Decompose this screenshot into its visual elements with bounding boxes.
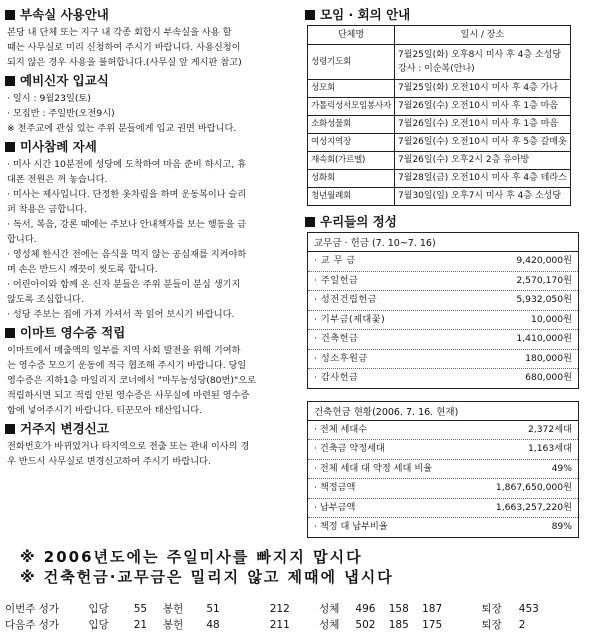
section-title	[305, 214, 589, 230]
stat-value: 185	[388, 619, 409, 631]
offering-row	[308, 291, 578, 311]
row-value: 680,000원	[525, 372, 572, 383]
row-value: 49%	[551, 462, 572, 474]
org-cell: 청년월례회	[308, 188, 395, 206]
text-line: · 영성체 한시간 전에는 음식을 먹지 않는 공심재를 지켜야하	[7, 249, 247, 260]
row-label: · 책정금액	[314, 482, 356, 493]
text-line: 적립하시면 되고 적립 안된 영수증은 사무실에 마련된 영수증	[7, 390, 250, 401]
banner-line-2: ※ 건축헌금·교무금은 밀리지 않고 제때에 냅시다	[20, 568, 394, 586]
title-text: 미사참례 자세	[20, 139, 97, 154]
square-bullet-icon	[5, 10, 15, 20]
fund-row	[308, 460, 578, 480]
row-label: · 전체 세대 대 약정 세대 비율	[314, 462, 433, 474]
stat-label: 이번주 성가	[5, 603, 60, 615]
offering-row	[308, 330, 578, 350]
text-line: · 미사 시간 10분전에 성당에 도착하여 마음 준비 하시고, 휴	[7, 159, 247, 170]
text-line: 함에 넣어주시기 바랍니다. 티꾼모아 태산입니다.	[7, 405, 203, 416]
row-label: · 납부금액	[314, 501, 356, 513]
org-cell: 가톨릭성서모임봉사자	[308, 98, 395, 116]
stat-label: 봉헌	[163, 603, 184, 615]
table-header-row	[308, 26, 571, 45]
row-label: · 주일헌금	[314, 274, 359, 286]
section-title	[5, 139, 300, 155]
section-title	[5, 421, 300, 437]
text-line: · 일시 : 9월23일(토)	[7, 93, 91, 104]
row-label: · 건축금 약정세대	[314, 443, 385, 454]
title-text: 이마트 영수증 적립	[20, 325, 126, 340]
org-cell: 성모회	[308, 80, 395, 98]
row-value: 10,000원	[530, 313, 572, 325]
org-cell: 여성지역장	[308, 134, 395, 152]
text-line: 되지 않은 경우 사용을 불허합니다.(사무실 앞 게시판 참고)	[7, 57, 242, 68]
section-mass-attitude	[5, 139, 300, 322]
row-value: 5,932,050원	[516, 294, 572, 305]
text-line: · 성당 주보는 집에 가져 가셔서 꼭 읽어 보시기 바랍니다.	[7, 309, 235, 320]
stat-label: 성체	[319, 603, 340, 615]
meeting-schedule-table	[307, 25, 571, 206]
text-line: 본당 내 단체 또는 지구 내 각종 회합시 부속실을 사용 할	[7, 27, 232, 38]
offering-row	[308, 272, 578, 292]
row-value: 89%	[551, 521, 572, 532]
paragraph	[5, 25, 300, 70]
stat-value: 2	[518, 619, 526, 631]
square-bullet-icon	[5, 142, 15, 152]
row-label: · 교 무 금	[314, 255, 356, 266]
org-cell: 성령기도회	[308, 45, 395, 80]
offering-row	[308, 311, 578, 331]
info-cell: 7월26일(수) 오후2시 2층 유아방	[395, 152, 571, 170]
fund-row	[308, 518, 578, 537]
stat-value: 55	[133, 603, 148, 615]
title-text: 거주지 변경신고	[20, 421, 109, 436]
paragraph	[5, 343, 300, 418]
table-row	[308, 170, 571, 188]
stat-value: 187	[422, 603, 443, 615]
stat-value: 48	[206, 619, 220, 631]
stat-label: 다음주 성가	[5, 619, 60, 631]
table-row	[308, 98, 571, 116]
row-label: · 전체 세대수	[314, 423, 368, 435]
stat-value: 211	[269, 619, 290, 631]
row-value: 1,663,257,220원	[495, 501, 572, 513]
table-row	[308, 188, 571, 206]
row-value: 1,163세대	[527, 443, 572, 454]
row-label: · 건축헌금	[314, 333, 359, 344]
text-line: 전화번호가 바뀌었거나 타지역으로 전출 또는 관내 이사의 경	[7, 441, 250, 452]
title-text: 예비신자 입교식	[20, 73, 109, 88]
text-line: · 어린아이와 함께 온 신자 분들은 주위 분들이 분심 생기지	[7, 279, 241, 290]
row-value: 1,410,000원	[516, 333, 572, 344]
square-bullet-icon	[305, 217, 315, 227]
stat-value: 502	[355, 619, 376, 631]
offering-row	[308, 350, 578, 370]
title-text: 우리들의 정성	[320, 214, 397, 229]
paragraph	[5, 439, 300, 469]
section-title	[5, 7, 300, 23]
box-header: 건축헌금 현황(2006. 7. 16. 현재)	[308, 402, 578, 421]
text-line: 대폰 전원은 꺼 놓습니다.	[7, 174, 108, 185]
text-line: 않도록 조심합니다.	[7, 294, 84, 305]
text-line: · 미사는 제사입니다. 단정한 옷차림을 하며 운동복이나 슬리	[7, 189, 247, 200]
section-title	[305, 7, 589, 23]
stat-label: 퇴장	[481, 603, 502, 615]
row-label: · 책정 대 납부비율	[314, 521, 388, 532]
hymn-row-this-week	[5, 601, 539, 616]
info-cell: 7월26일(수) 오전10시 미사 후 5층 갈매옷	[395, 134, 571, 152]
stat-value: 51	[206, 603, 220, 615]
org-cell: 성화회	[308, 170, 395, 188]
section-catechumen	[5, 73, 300, 136]
row-value: 2,372세대	[527, 423, 572, 435]
fund-row	[308, 479, 578, 499]
stat-label: 봉헌	[163, 619, 184, 631]
title-text: 부속실 사용안내	[20, 7, 109, 22]
building-fund-box	[307, 401, 579, 538]
info-cell	[395, 45, 571, 80]
text-line: ※ 천주교에 관심 있는 주위 분들에게 입교 권면 바랍니다.	[7, 123, 237, 134]
text-line: 며 손은 반드시 깨끗이 씻도록 합니다.	[7, 264, 158, 275]
text-line: 때는 사무실로 미리 신청하여 주시기 바랍니다. 사용신청이	[7, 42, 241, 53]
square-bullet-icon	[5, 328, 15, 338]
stat-label: 퇴장	[481, 619, 502, 631]
square-bullet-icon	[5, 424, 15, 434]
section-emart-receipt	[5, 325, 300, 418]
row-value: 1,867,650,000원	[495, 482, 572, 493]
text-line: 이마트에서 매출액의 일부를 지역 사회 발전을 위해 기여하	[7, 345, 241, 356]
stat-value: 453	[518, 603, 539, 615]
stat-value: 175	[422, 619, 443, 631]
row-label: · 성소후원금	[314, 352, 368, 364]
table-row	[308, 152, 571, 170]
info-line: 강사 : 이순복(안나)	[398, 64, 475, 74]
info-cell: 7월25일(화) 오전10시 미사 후 4층 가나	[395, 80, 571, 98]
column-header: 단체명	[308, 26, 395, 45]
stat-value: 496	[355, 603, 376, 615]
text-line: 우 반드시 사무실로 변경신고하여 주시기 바랍니다.	[7, 456, 211, 467]
offering-row	[308, 252, 578, 272]
title-text: 모임 · 회의 안내	[320, 7, 411, 22]
text-line: · 독서, 복음, 강론 때에는 주보나 안내책자를 보는 행동을 금	[7, 219, 247, 230]
hymn-row-next-week	[5, 617, 525, 632]
square-bullet-icon	[305, 10, 315, 20]
row-value: 9,420,000원	[516, 255, 572, 266]
stat-label: 성체	[319, 619, 340, 631]
paragraph	[5, 91, 300, 136]
table-row	[308, 45, 571, 80]
info-cell: 7월26일(수) 오전10시 미사 후 1층 마음	[395, 98, 571, 116]
box-header: 교무금 · 헌금 (7. 10~7. 16)	[308, 233, 578, 252]
section-address-change	[5, 421, 300, 469]
fund-row	[308, 421, 578, 441]
square-bullet-icon	[5, 76, 15, 86]
paragraph	[5, 157, 300, 322]
text-line: 합니다.	[7, 234, 37, 245]
org-cell: 소화성물회	[308, 116, 395, 134]
stat-label: 입당	[88, 619, 109, 631]
table-row	[308, 134, 571, 152]
stat-value: 212	[269, 603, 290, 615]
section-title	[5, 73, 300, 89]
offering-box	[307, 232, 579, 389]
column-header: 일시 / 장소	[395, 26, 571, 45]
fund-row	[308, 499, 578, 519]
left-column	[5, 4, 300, 471]
text-line: · 모집반 : 주일반(오전9시)	[7, 108, 115, 119]
org-cell: 재속회(가르멜)	[308, 152, 395, 170]
text-line: 영수증은 지하1층 마일리지 코너에서 "마두농성당(80번)"으로	[7, 375, 256, 386]
info-cell: 7월28일(금) 오전10시 미사 후 4층 테라스	[395, 170, 571, 188]
row-label: · 성전건립헌금	[314, 294, 378, 305]
text-line: 는 영수증 모으기 운동에 적극 협조해 주시기 바랍니다. 당일	[7, 360, 247, 371]
stat-value: 21	[133, 619, 148, 631]
info-line: 7월25일(화) 오후8시 미사 후 4층 소성당	[398, 50, 562, 60]
text-line: 퍼 착용은 금합니다.	[7, 204, 87, 215]
row-label: · 기부금(제대꽃)	[314, 313, 386, 325]
info-cell: 7월30일(일) 오후7시 미사 후 4층 소성당	[395, 188, 571, 206]
banner-line-1: ※ 2006년도에는 주일미사를 빠지지 맙시다	[20, 548, 363, 566]
right-column	[305, 4, 589, 538]
table-row	[308, 80, 571, 98]
section-room-usage	[5, 7, 300, 70]
row-label: · 감사헌금	[314, 372, 359, 383]
table-row	[308, 116, 571, 134]
fund-row	[308, 440, 578, 460]
info-cell: 7월26일(수) 오전10시 미사 후 1층 마음	[395, 116, 571, 134]
row-value: 180,000원	[525, 352, 572, 364]
row-value: 2,570,170원	[516, 274, 572, 286]
offering-row	[308, 369, 578, 388]
stat-label: 입당	[88, 603, 109, 615]
stat-value: 158	[388, 603, 409, 615]
section-title	[5, 325, 300, 341]
